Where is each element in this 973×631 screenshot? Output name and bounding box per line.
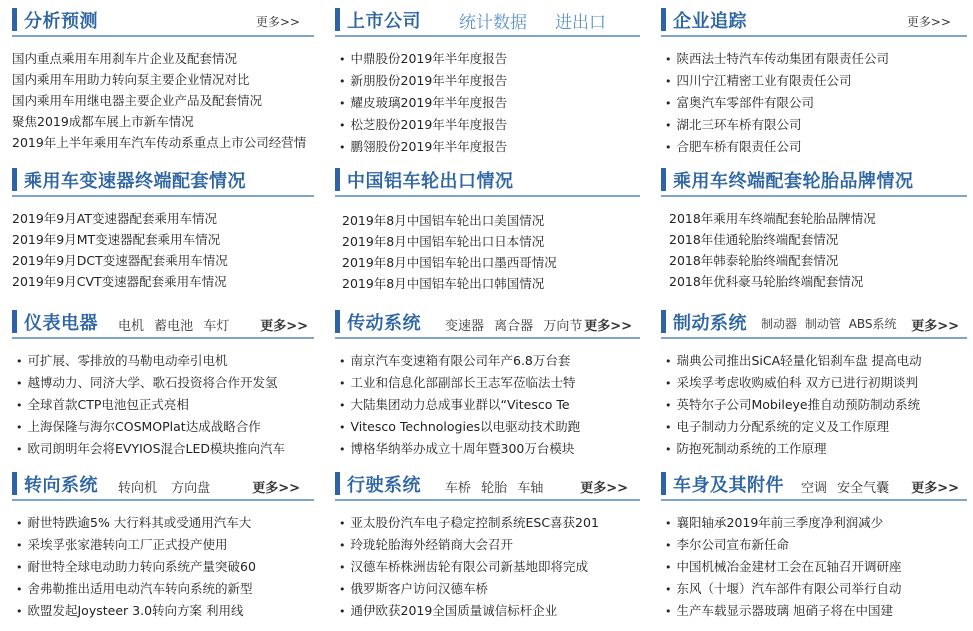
sub-link-brake-pipe[interactable]: 制动管	[804, 317, 841, 331]
list-item[interactable]: 2018年优科豪马轮胎终端配套情况	[669, 274, 864, 289]
list-item[interactable]: 聚焦2019成都车展上市新车情况	[12, 114, 194, 129]
list-item[interactable]: • 上海保隆与海尔COSMOPlat达成战略合作	[16, 416, 314, 438]
tab-statistics[interactable]: 统计数据	[459, 13, 527, 33]
list-item[interactable]: • 电子制动力分配系统的定义及工作原理	[665, 416, 967, 438]
sub-link-gearbox[interactable]: 变速器	[445, 319, 485, 334]
sub-link-universal-joint[interactable]: 万向节	[543, 319, 583, 334]
panel-title[interactable]: 乘用车变速器终端配套情况	[24, 171, 246, 192]
list-item[interactable]: • 大陆集团动力总成事业群以“Vitesco Te	[339, 394, 640, 416]
sub-category-links	[118, 477, 216, 496]
article-list	[661, 350, 967, 460]
list-item[interactable]: • 采埃孚考虑收购威伯科 双方已进行初期谈判	[665, 372, 967, 394]
tab-import-export[interactable]: 进出口	[555, 13, 606, 33]
panel-header	[12, 3, 314, 37]
panel-drivetrain	[335, 305, 640, 460]
sub-link-steering-gear[interactable]: 转向机	[118, 481, 158, 496]
panel-company-tracking	[661, 3, 967, 158]
panel-title[interactable]: 车身及其附件	[673, 475, 784, 496]
panel-title[interactable]: 乘用车终端配套轮胎品牌情况	[673, 171, 914, 192]
list-item[interactable]: • 全球首款CTP电池包正式亮相	[16, 394, 314, 416]
list-item[interactable]: 2019年上半年乘用车汽车传动系重点上市公司经营情	[12, 135, 307, 150]
panel-instruments-electrical	[12, 305, 314, 460]
list-item[interactable]: • 亚太股份汽车电子稳定控制系统ESC喜获201	[339, 512, 640, 534]
panel-listed-companies	[335, 3, 640, 158]
article-list	[661, 48, 967, 158]
list-item[interactable]: • 工业和信息化部副部长王志军莅临法士特	[339, 372, 640, 394]
more-link[interactable]: 更多>>	[906, 15, 951, 29]
more-link[interactable]: 更多>>	[584, 319, 632, 334]
list-item[interactable]: • 舍弗勒推出适用电动汽车转向系统的新型	[16, 578, 314, 600]
list-item[interactable]: 2018年韩泰轮胎终端配套情况	[669, 253, 839, 268]
panel-analysis	[12, 3, 314, 153]
panel-title[interactable]: 传动系统	[347, 313, 421, 334]
panel-header	[12, 305, 314, 339]
list-item[interactable]: • 瑞典公司推出SiCA轻量化铝刹车盘 提高电动	[665, 350, 967, 372]
panel-header	[661, 467, 967, 501]
list-item[interactable]: • 耀皮玻璃2019年半年度报告	[339, 92, 640, 114]
panel-body-accessories	[661, 467, 967, 622]
list-item[interactable]: • 欧司朗明年会将EVYIOS混合LED模块推向汽车	[16, 438, 314, 460]
list-item[interactable]: • 松芝股份2019年半年度报告	[339, 114, 640, 136]
list-item[interactable]: 2018年乘用车终端配套轮胎品牌情况	[669, 211, 876, 226]
list-item[interactable]: 国内重点乘用车用刹车片企业及配套情况	[12, 51, 238, 66]
panel-title[interactable]: 制动系统	[673, 313, 747, 334]
panel-header	[335, 467, 640, 501]
article-list	[661, 512, 967, 622]
panel-tire-brand	[661, 163, 967, 292]
sub-link-abs[interactable]: ABS系统	[848, 317, 897, 331]
panel-header	[335, 3, 640, 37]
tab-listed-companies[interactable]: 上市公司	[347, 11, 421, 32]
header-bar	[661, 168, 666, 191]
panel-header	[12, 163, 314, 197]
list-item[interactable]: • 东风（十堰）汽车部件有限公司举行自动	[665, 578, 967, 600]
more-link[interactable]: 更多>>	[255, 15, 300, 29]
article-list	[335, 350, 640, 460]
list-item[interactable]: • 襄阳轴承2019年前三季度净利润减少	[665, 512, 967, 534]
list-item[interactable]: • 湖北三环车桥有限公司	[665, 114, 967, 136]
list-item[interactable]: • 英特尔子公司Mobileye推自动预防制动系统	[665, 394, 967, 416]
list-item[interactable]: • 中国机械冶金建材工会在瓦轴召开调研座	[665, 556, 967, 578]
list-item[interactable]: • 汉德车桥株洲齿轮有限公司新基地即将完成	[339, 556, 640, 578]
list-item[interactable]: • 耐世特跌逾5% 大行料其或受通用汽车大	[16, 512, 314, 534]
list-item[interactable]: 2019年9月DCT变速器配套乘用车情况	[12, 253, 228, 268]
list-item[interactable]: 2018年佳通轮胎终端配套情况	[669, 232, 839, 247]
header-bar	[661, 310, 666, 333]
panel-title[interactable]: 转向系统	[24, 475, 98, 496]
panel-header	[12, 467, 314, 501]
list-item[interactable]: • 新朋股份2019年半年度报告	[339, 70, 640, 92]
more-link[interactable]: 更多>>	[580, 481, 628, 496]
header-bar	[12, 168, 17, 191]
header-bar	[661, 472, 666, 495]
more-link[interactable]: 更多>>	[911, 319, 959, 334]
sub-link-brake[interactable]: 制动器	[761, 317, 798, 331]
list-item[interactable]: • 欧盟发起Joysteer 3.0转向方案 利用线	[16, 600, 314, 622]
panel-title[interactable]: 仪表电器	[24, 313, 98, 334]
sub-link-motor[interactable]: 电机	[118, 319, 145, 334]
sub-category-links	[118, 315, 235, 334]
more-link[interactable]: 更多>>	[260, 319, 308, 334]
list-item[interactable]: • 防抱死制动系统的工作原理	[665, 438, 967, 460]
panel-running-gear	[335, 467, 640, 622]
list-item[interactable]: • 四川宁江精密工业有限责任公司	[665, 70, 967, 92]
more-link[interactable]: 更多>>	[911, 481, 959, 496]
sub-link-lamp[interactable]: 车灯	[203, 319, 230, 334]
header-bar	[12, 310, 17, 333]
list-item[interactable]: 2019年8月中国铝车轮出口美国情况	[342, 213, 545, 228]
list-item[interactable]: 国内乘用车用继电器主要企业产品及配套情况	[12, 93, 263, 108]
sub-link-battery[interactable]: 蓄电池	[154, 319, 194, 334]
list-item[interactable]: 2019年8月中国铝车轮出口韩国情况	[342, 276, 545, 291]
list-item[interactable]: • 富奥汽车零部件有限公司	[665, 92, 967, 114]
panel-header	[661, 163, 967, 197]
more-link[interactable]: 更多>>	[252, 481, 300, 496]
sub-category-links	[801, 477, 895, 496]
sub-link-airbag[interactable]: 安全气囊	[837, 481, 890, 496]
sub-link-air-conditioning[interactable]: 空调	[801, 481, 828, 496]
header-bar	[12, 472, 17, 495]
list-item[interactable]: 2019年9月AT变速器配套乘用车情况	[12, 211, 217, 226]
list-item[interactable]: 2019年9月MT变速器配套乘用车情况	[12, 232, 221, 247]
list-item[interactable]: • 耐世特全球电动助力转向系统产量突破60	[16, 556, 314, 578]
list-item[interactable]: • 采埃孚张家港转向工厂正式投产使用	[16, 534, 314, 556]
article-list	[12, 512, 314, 622]
list-item[interactable]: 国内乘用车用助力转向泵主要企业情况对比	[12, 72, 250, 87]
list-item[interactable]: 2019年8月中国铝车轮出口墨西哥情况	[342, 255, 557, 270]
panel-title[interactable]: 分析预测	[24, 11, 98, 32]
panel-braking	[661, 305, 967, 460]
list-item[interactable]: • 博格华纳举办成立十周年暨300万台模块	[339, 438, 640, 460]
header-bar	[335, 472, 340, 495]
sub-link-tire[interactable]: 轮胎	[481, 481, 508, 496]
sub-link-shaft[interactable]: 车轴	[517, 481, 544, 496]
sub-link-clutch[interactable]: 离合器	[494, 319, 534, 334]
sub-category-links	[445, 315, 588, 334]
list-item[interactable]: • 陕西法士特汽车传动集团有限责任公司	[665, 48, 967, 70]
panel-header	[661, 305, 967, 339]
list-item[interactable]: • 鹏翎股份2019年半年度报告	[339, 136, 640, 158]
panel-header	[661, 3, 967, 37]
panel-transmission-oem	[12, 163, 314, 292]
sub-category-links	[445, 477, 549, 496]
list-item[interactable]: • 李尔公司宣布新任命	[665, 534, 967, 556]
sub-link-axle[interactable]: 车桥	[445, 481, 472, 496]
list-item[interactable]: • 可扩展、零排放的马勒电动牵引电机	[16, 350, 314, 372]
article-list	[335, 210, 640, 294]
header-bar	[335, 8, 340, 31]
header-bar	[335, 168, 340, 191]
article-list	[661, 208, 967, 292]
list-item[interactable]: • 中鼎股份2019年半年度报告	[339, 48, 640, 70]
sub-category-links	[761, 315, 901, 332]
list-item[interactable]: • Vitesco Technologies以电驱动技术助跑	[339, 416, 640, 438]
list-item[interactable]: • 通伊欧获2019全国质量诚信标杆企业	[339, 600, 640, 622]
panel-header	[335, 163, 640, 197]
panel-title[interactable]: 企业追踪	[673, 11, 747, 32]
panel-title[interactable]: 中国铝车轮出口情况	[347, 171, 514, 192]
sub-link-steering-wheel[interactable]: 方向盘	[171, 481, 211, 496]
header-bar	[335, 310, 340, 333]
header-bar	[12, 8, 17, 31]
panel-title[interactable]: 行驶系统	[347, 475, 421, 496]
list-item[interactable]: • 生产车载显示器玻璃 旭硝子将在中国建	[665, 600, 967, 622]
panel-aluminum-wheel-export	[335, 163, 640, 294]
list-item[interactable]: • 合肥车桥有限责任公司	[665, 136, 967, 158]
article-list	[335, 512, 640, 622]
list-item[interactable]: 2019年9月CVT变速器配套乘用车情况	[12, 274, 227, 289]
header-bar	[661, 8, 666, 31]
article-list	[335, 48, 640, 158]
list-item[interactable]: • 俄罗斯客户访问汉德车桥	[339, 578, 640, 600]
list-item[interactable]: • 南京汽车变速箱有限公司年产6.8万台套	[339, 350, 640, 372]
article-list	[12, 350, 314, 460]
article-list	[12, 48, 314, 153]
article-list	[12, 208, 314, 292]
panel-steering	[12, 467, 314, 622]
list-item[interactable]: • 越博动力、同济大学、歌石投资将合作开发氢	[16, 372, 314, 394]
panel-header	[335, 305, 640, 339]
list-item[interactable]: • 玲珑轮胎海外经销商大会召开	[339, 534, 640, 556]
list-item[interactable]: 2019年8月中国铝车轮出口日本情况	[342, 234, 545, 249]
